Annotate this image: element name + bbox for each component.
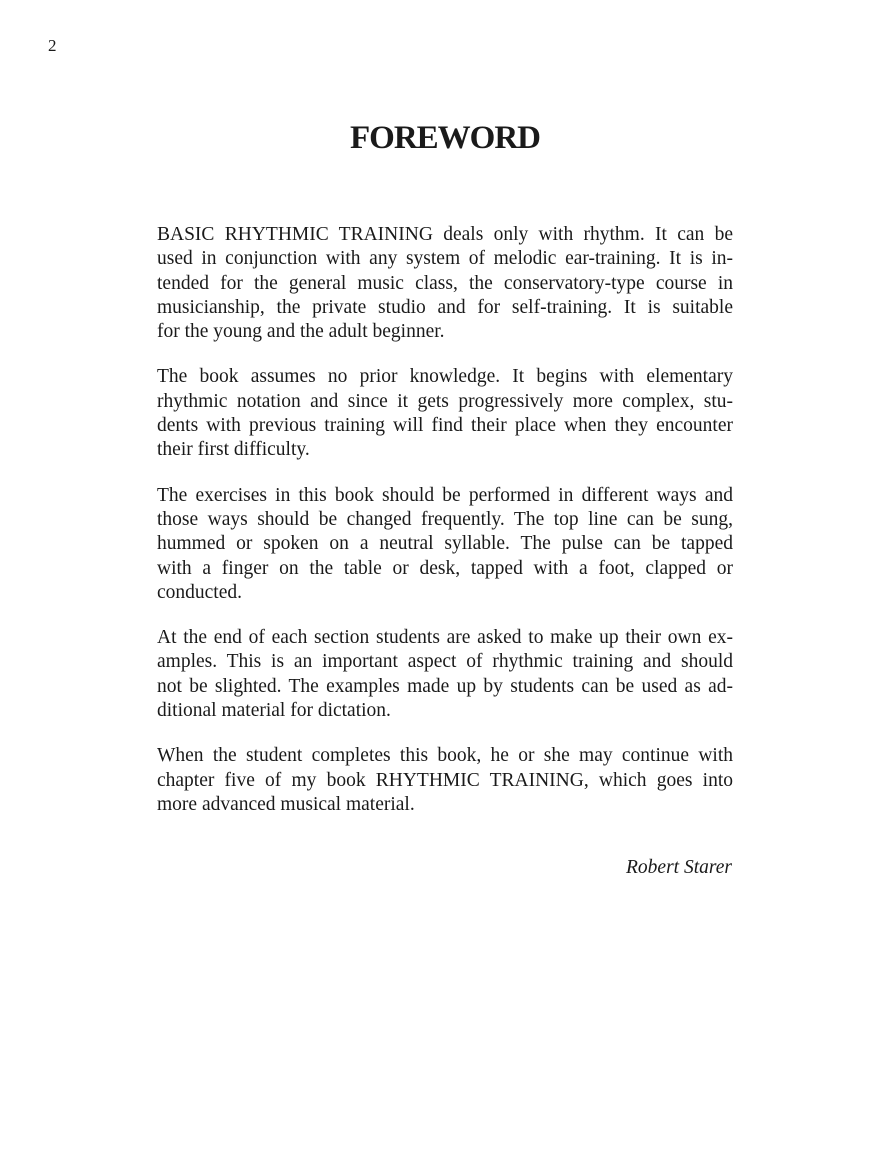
text-line: those ways should be changed frequently. The top line can be sung, [157, 508, 733, 530]
text-line: their first difficulty. [157, 439, 310, 461]
text-line: musicianship, the private studio and for self-training. It is suitable [157, 296, 733, 318]
page-title: FOREWORD [350, 120, 540, 156]
text-line: BASIC RHYTHMIC TRAINING deals only with rhythm. It can be [157, 224, 733, 245]
text-line: conducted. [157, 581, 243, 603]
text-line: tended for the general music class, the conservatory-type course in [157, 272, 733, 294]
paragraph-4 [157, 626, 733, 723]
text-line: ditional material for dictation. [157, 700, 391, 722]
text-line: not be slighted. The examples made up by students can be used as ad- [157, 675, 733, 697]
text-line: more advanced musical material. [157, 793, 415, 815]
text-line: When the student completes this book, he or she may continue with [157, 745, 733, 767]
text-line: with a finger on the table or desk, tapped with a foot, clapped or [157, 557, 733, 579]
paragraph-2 [157, 365, 733, 462]
text-line: amples. This is an important aspect of rhythmic training and should [157, 651, 733, 673]
author-signature: Robert Starer [626, 857, 732, 878]
paragraph-1 [157, 223, 733, 344]
text-line: The exercises in this book should be performed in different ways and [157, 484, 733, 506]
foreword-body [157, 223, 733, 838]
text-line: At the end of each section students are asked to make up their own ex- [157, 627, 733, 649]
text-line: chapter five of my book RHYTHMIC TRAINING, which goes into [157, 769, 733, 791]
text-line: dents with previous training will find their place when they encounter [157, 415, 733, 437]
text-line: rhythmic notation and since it gets progressively more complex, stu- [157, 390, 733, 412]
text-line: The book assumes no prior knowledge. It begins with elementary [157, 366, 733, 388]
text-line: used in conjunction with any system of melodic ear-training. It is in- [157, 248, 733, 270]
page-number: 2 [48, 36, 57, 55]
text-line: hummed or spoken on a neutral syllable. The pulse can be tapped [157, 533, 733, 555]
text-line: for the young and the adult beginner. [157, 321, 445, 343]
paragraph-5 [157, 744, 733, 817]
paragraph-3 [157, 484, 733, 605]
